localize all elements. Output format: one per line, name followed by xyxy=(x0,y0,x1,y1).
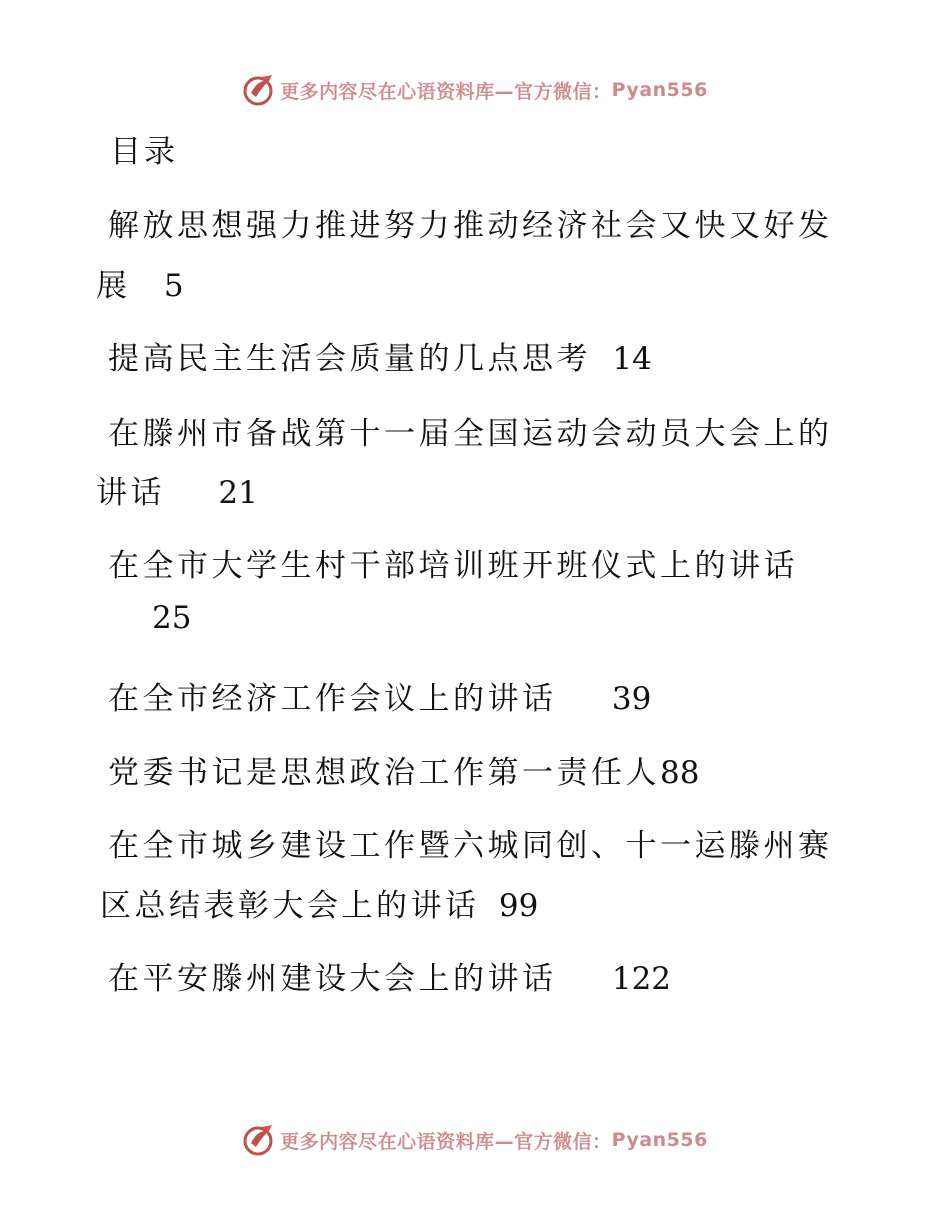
toc-entry-1[interactable] xyxy=(108,200,833,245)
toc-entry-text: 解放思想强力推进努力推动经济社会又快又好发 xyxy=(108,208,833,244)
toc-entry-5[interactable] xyxy=(108,673,651,718)
banner-wechat-id: Pyan556 xyxy=(611,79,708,101)
toc-page-number: 88 xyxy=(660,755,700,791)
toc-entry-text: 在平安滕州建设大会上的讲话 xyxy=(108,961,557,997)
toc-entry-text: 党委书记是思想政治工作第一责任人 xyxy=(108,755,660,791)
toc-entry-text: 在全市经济工作会议上的讲话 xyxy=(108,681,557,717)
toc-title: 目录 xyxy=(110,134,178,170)
toc-entry-3[interactable] xyxy=(108,408,833,453)
toc-entry-text: 在全市城乡建设工作暨六城同创、十一运滕州赛 xyxy=(108,828,833,864)
header-banner xyxy=(0,70,950,110)
toc-entry-7[interactable] xyxy=(108,820,833,865)
toc-entry-4-continuation xyxy=(152,600,191,636)
toc-entry-1-continuation xyxy=(96,260,184,305)
toc-entry-text: 在滕州市备战第十一届全国运动会动员大会上的 xyxy=(108,416,833,452)
toc-page-number: 5 xyxy=(163,268,184,304)
toc-entry-6[interactable] xyxy=(108,747,699,792)
banner-wechat-id: Pyan556 xyxy=(611,1129,708,1151)
toc-page-number: 39 xyxy=(611,681,652,717)
toc-page-number: 122 xyxy=(611,961,672,997)
toc-entry-text: 讲话 xyxy=(96,475,165,511)
footer-banner xyxy=(0,1120,950,1160)
toc-page-number: 14 xyxy=(612,341,652,377)
toc-entry-4[interactable] xyxy=(108,540,798,585)
banner-text: 更多内容尽在心语资料库—官方微信： xyxy=(280,80,612,103)
toc-entry-text: 提高民主生活会质量的几点思考 xyxy=(108,341,591,377)
toc-entry-text: 展 xyxy=(96,268,131,304)
toc-entry-text: 在全市大学生村干部培训班开班仪式上的讲话 xyxy=(108,548,798,584)
toc-entry-8[interactable] xyxy=(108,953,671,998)
toc-entry-7-continuation xyxy=(100,880,538,925)
toc-page-number: 21 xyxy=(218,475,258,511)
toc-entry-2[interactable] xyxy=(108,333,652,378)
toc-page-number: 99 xyxy=(498,888,539,924)
logo-icon xyxy=(242,73,276,107)
toc-page-number: 25 xyxy=(152,600,192,636)
banner-text: 更多内容尽在心语资料库—官方微信： xyxy=(280,1130,612,1153)
toc-entry-3-continuation xyxy=(96,467,258,512)
logo-icon xyxy=(242,1123,276,1157)
toc-entry-text: 区总结表彰大会上的讲话 xyxy=(100,888,480,924)
